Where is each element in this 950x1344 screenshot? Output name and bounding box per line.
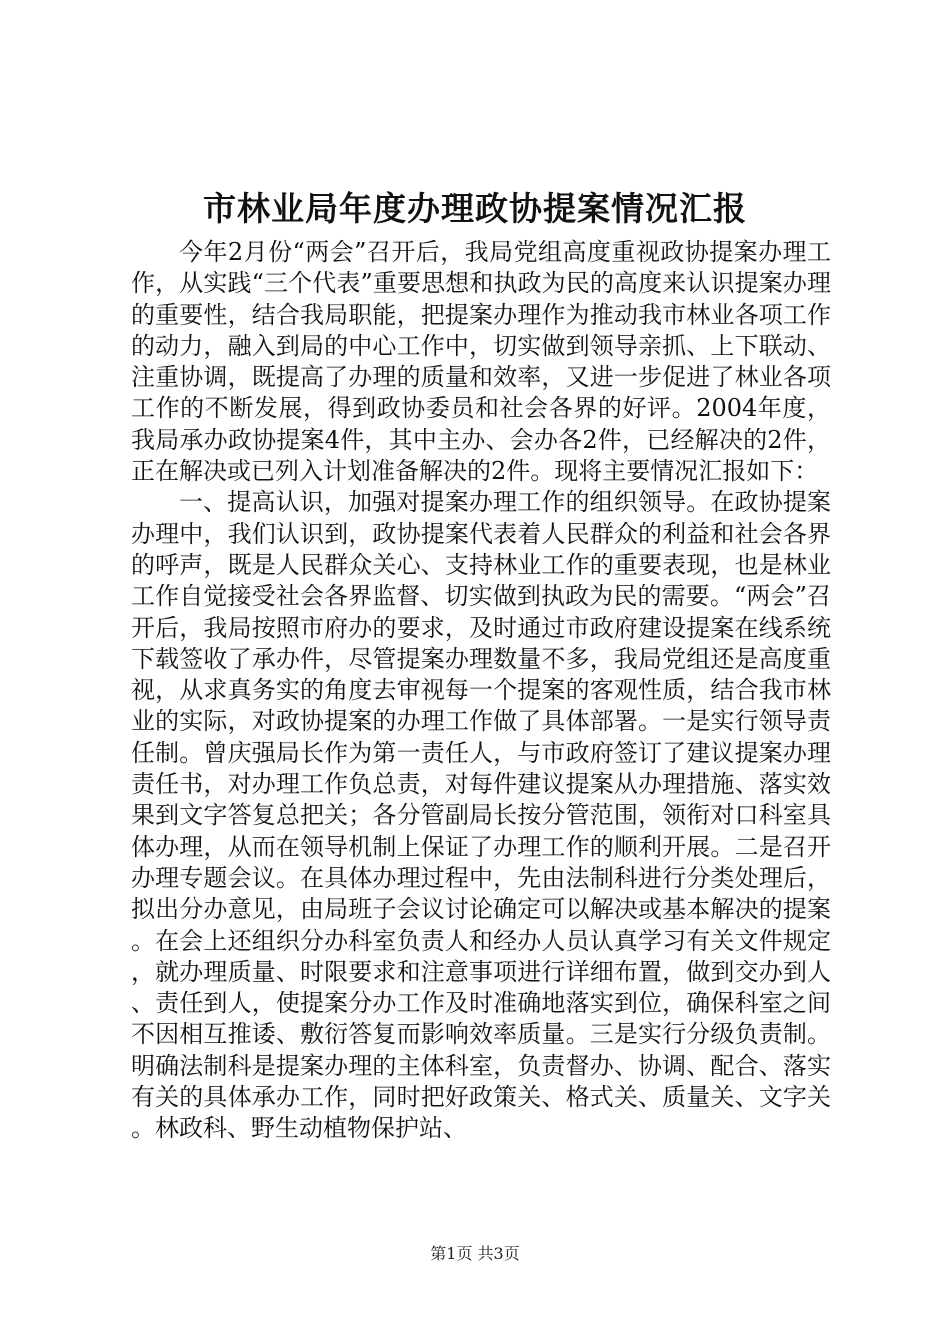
document-title: 市林业局年度办理政协提案情况汇报 <box>203 189 747 228</box>
paragraph-section-one: 一、提高认识，加强对提案办理工作的组织领导。在政协提案办理中，我们认识到，政协提案代表着人民群众的利益和社会各界的呼声，既是人民群众关心、支持林业工作的重要表现，也是林业工作自觉接受社会各界监督、切实做到执政为民的需要。“两会”召开后，我局按照市府办的要求，及时通过市政府建设提案在线系统下载签收了承办件，尽管提案办理数量不多，我局党组还是高度重视，从求真务实的角度去审视每一个提案的客观性质，结合我市林业的实际，对政协提案的办理工作做了具体部署。一是实行领导责任制。曾庆强局长作为第一责任人，与市政府签订了建议提案办理责任书，对办理工作负总责，对每件建议提案从办理措施、落实效果到文字答复总把关；各分管副局长按分管范围，领衔对口科室具体办理，从而在领导机制上保证了办理工作的顺利开展。二是召开办理专题会议。在具体办理过程中，先由法制科进行分类处理后，拟出分办意见，由局班子会议讨论确定可以解决或基本解决的提案。在会上还组织分办科室负责人和经办人员认真学习有关文件规定，就办理质量、时限要求和注意事项进行详细布置，做到交办到人、责任到人，使提案分办工作及时准确地落实到位，确保科室之间不因相互推诿、敷衍答复而影响效率质量。三是实行分级负责制。明确法制科是提案办理的主体科室，负责督办、协调、配合、落实有关的具体承办工作，同时把好政策关、格式关、质量关、文字关。林政科、野生动植物保护站、 <box>131 488 831 1143</box>
page-number-footer: 第1页 共3页 <box>430 1244 520 1263</box>
paragraph-intro: 今年2月份“两会”召开后，我局党组高度重视政协提案办理工作，从实践“三个代表”重要思想和执政为民的高度来认识提案办理的重要性，结合我局职能，把提案办理作为推动我市林业各项工作的动力，融入到局的中心工作中，切实做到领导亲抓、上下联动、注重协调，既提高了办理的质量和效率，又进一步促进了林业各项工作的不断发展，得到政协委员和社会各界的好评。2004年度，我局承办政协提案4件，其中主办、会办各2件，已经解决的2件，正在解决或已列入计划准备解决的2件。现将主要情况汇报如下： <box>131 238 831 486</box>
document-body <box>131 237 831 1145</box>
